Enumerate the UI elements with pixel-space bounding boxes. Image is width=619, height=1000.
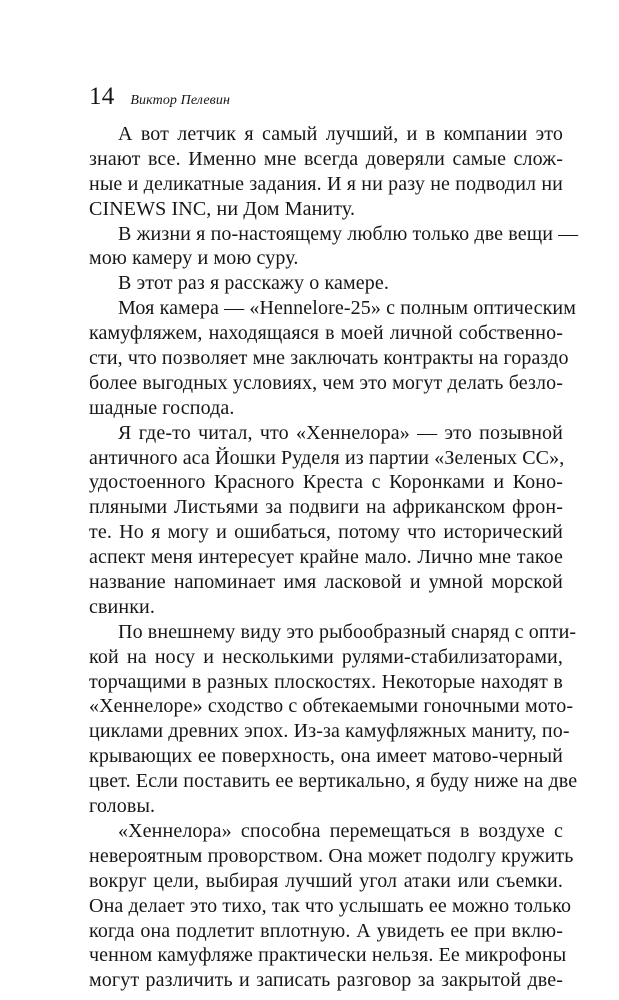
paragraph-5-line: удостоенного Красного Креста с Коронками и Коно-: [89, 471, 563, 494]
paragraph-1-line: знают все. Именно мне всегда доверяли самые слож-: [89, 147, 563, 170]
paragraph-4-line: сти, что позволяет мне заключать контракты на гораздо: [89, 347, 569, 370]
paragraph-6-line: головы.: [89, 795, 156, 818]
paragraph-5-line: свинки.: [89, 595, 155, 618]
paragraph-4-line: Моя камера — «Hennelore-25» с полным оптическим: [118, 297, 577, 320]
paragraph-3-line: В этот раз я расскажу о камере.: [118, 272, 390, 295]
paragraph-4-line: камуфляжем, находящаяся в моей личной собственно-: [89, 322, 563, 345]
paragraph-5-line: аспект меня интересует крайне мало. Лично мне такое: [89, 546, 563, 569]
paragraph-2-line: В жизни я по-настоящему люблю только две вещи —: [118, 222, 579, 245]
paragraph-5-line: античного аса Йошки Руделя из партии «Зеленых СС»,: [89, 446, 565, 469]
paragraph-6-line: циклами древних эпох. Из-за камуфляжных маниту, по-: [89, 720, 570, 743]
paragraph-4-line: более выгодных условиях, чем это могут делать безло-: [89, 371, 563, 394]
paragraph-6-line: крывающих ее поверхность, она имеет матово-черный: [89, 745, 563, 768]
paragraph-5-line: название напоминает имя ласковой и умной морской: [89, 571, 563, 594]
paragraph-1-line: ные и деликатные задания. И я ни разу не подводил ни: [89, 172, 563, 195]
paragraph-6-line: цвет. Если поставить ее вертикально, я буду ниже на две: [89, 770, 578, 793]
paragraph-7-line: «Хеннелора» способна перемещаться в воздухе с: [118, 819, 563, 842]
paragraph-4-line: шадные господа.: [89, 396, 235, 419]
page-number: 14: [89, 83, 115, 110]
paragraph-5-line: пляными Листьями за подвиги на африканском фрон-: [89, 496, 563, 519]
paragraph-6-line: кой на носу и несколькими рулями-стабилизаторами,: [89, 645, 563, 668]
paragraph-1-line: CINEWS INC, ни Дом Маниту.: [89, 197, 356, 220]
running-head-author: Виктор Пелевин: [130, 93, 230, 108]
paragraph-6-line: торчащими в разных плоскостях. Некоторые находят в: [89, 670, 563, 693]
paragraph-2-line: мою камеру и мою суру.: [89, 247, 299, 270]
paragraph-1-line: А вот летчик я самый лучший, и в компании это: [118, 123, 563, 145]
paragraph-7-line: вокруг цели, выбирая лучший угол атаки или съемки.: [89, 869, 563, 892]
page-header: [89, 82, 230, 112]
paragraph-7-line: ченном камуфляже практически нельзя. Ее микрофоны: [89, 944, 567, 967]
paragraph-5-line: те. Но я могу и ошибаться, потому что исторический: [89, 521, 563, 544]
paragraph-6-line: По внешнему виду это рыбообразный снаряд с опти-: [118, 620, 577, 643]
paragraph-7-line: могут различить и записать разговор за закрытой две-: [89, 969, 563, 992]
paragraph-7-line: невероятным проворством. Она может подолгу кружить: [89, 844, 574, 867]
body-text: [89, 122, 579, 993]
paragraph-5-line: Я где-то читал, что «Хеннелора» — это позывной: [118, 421, 563, 444]
paragraph-7-line: когда она подлетит вплотную. А увидеть ее при вклю-: [89, 919, 563, 942]
paragraph-7-line: Она делает это тихо, так что услышать ее можно только: [89, 894, 572, 917]
paragraph-6-line: «Хеннелоре» сходство с обтекаемыми гоночными мото-: [89, 695, 574, 718]
